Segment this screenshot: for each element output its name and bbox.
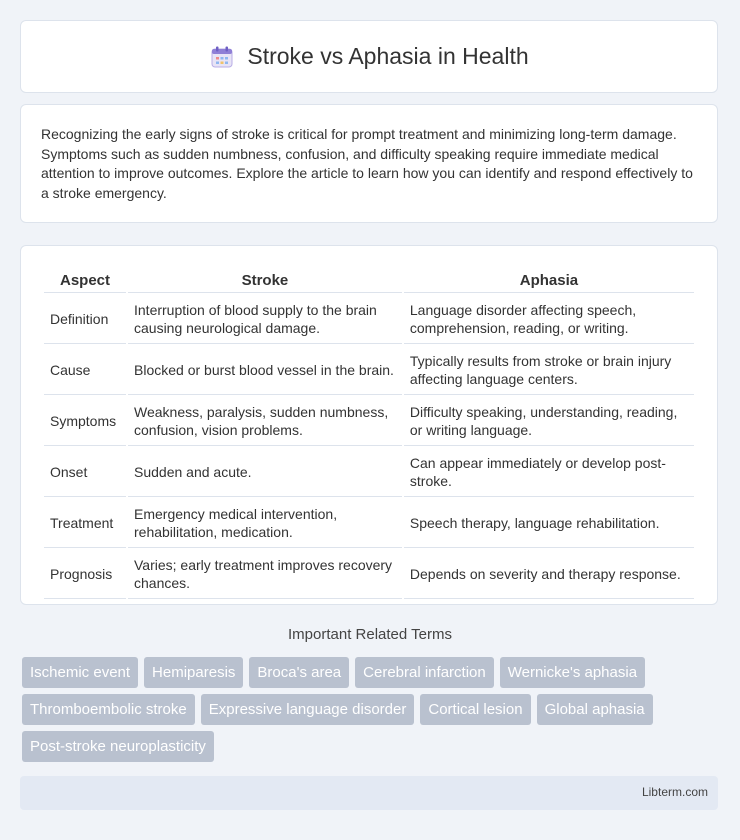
header-aphasia: Aphasia <box>404 268 694 293</box>
row-aspect: Onset <box>44 448 126 497</box>
row-aspect: Cause <box>44 346 126 395</box>
intro-section <box>20 104 718 223</box>
footer-site-link[interactable]: Libterm.com <box>641 785 708 799</box>
related-term-tag[interactable]: Ischemic event <box>22 657 138 688</box>
row-aphasia: Speech therapy, language rehabilitation. <box>404 499 694 548</box>
related-term-tag[interactable]: Hemiparesis <box>144 657 243 688</box>
row-stroke: Varies; early treatment improves recovery chances. <box>128 550 402 599</box>
row-aspect: Treatment <box>44 499 126 548</box>
table-row <box>44 448 694 497</box>
related-term-tag[interactable]: Broca's area <box>249 657 349 688</box>
row-stroke: Weakness, paralysis, sudden numbness, confusion, vision problems. <box>128 397 402 446</box>
row-aphasia: Difficulty speaking, understanding, reading, or writing language. <box>404 397 694 446</box>
table-row <box>44 295 694 344</box>
row-aphasia: Depends on severity and therapy response. <box>404 550 694 599</box>
calendar-icon <box>209 44 235 70</box>
related-term-tag[interactable]: Expressive language disorder <box>201 694 415 725</box>
row-aphasia: Can appear immediately or develop post-stroke. <box>404 448 694 497</box>
header-aspect: Aspect <box>44 268 126 293</box>
page-title: Stroke vs Aphasia in Health <box>247 43 529 69</box>
page-header <box>20 20 718 93</box>
row-aphasia: Typically results from stroke or brain injury affecting language centers. <box>404 346 694 395</box>
row-aspect: Definition <box>44 295 126 344</box>
table-row <box>44 397 694 446</box>
related-term-tag[interactable]: Thromboembolic stroke <box>22 694 195 725</box>
row-stroke: Sudden and acute. <box>128 448 402 497</box>
row-stroke: Interruption of blood supply to the brain causing neurological damage. <box>128 295 402 344</box>
table-header-row <box>44 268 694 293</box>
row-aspect: Symptoms <box>44 397 126 446</box>
row-stroke: Emergency medical intervention, rehabilitation, medication. <box>128 499 402 548</box>
related-terms-list <box>22 657 722 762</box>
row-aspect: Prognosis <box>44 550 126 599</box>
related-term-tag[interactable]: Cortical lesion <box>420 694 530 725</box>
table-row <box>44 499 694 548</box>
related-term-tag[interactable]: Cerebral infarction <box>355 657 494 688</box>
intro-text: Recognizing the early signs of stroke is critical for prompt treatment and minimizing long-term damage. Symptoms such as sudden numbness, confusion, and difficulty speaking require immediate medical attention to improve outcomes. Explore the article to learn how you can identify and respond effectively to a stroke emergency. <box>41 126 693 201</box>
row-stroke: Blocked or burst blood vessel in the brain. <box>128 346 402 395</box>
table-row <box>44 346 694 395</box>
header-stroke: Stroke <box>128 268 402 293</box>
related-term-tag[interactable]: Wernicke's aphasia <box>500 657 645 688</box>
table-row <box>44 550 694 599</box>
page-footer <box>20 776 718 810</box>
comparison-table-card <box>20 245 718 605</box>
related-term-tag[interactable]: Global aphasia <box>537 694 653 725</box>
related-term-tag[interactable]: Post-stroke neuroplasticity <box>22 731 214 762</box>
related-terms-title: Important Related Terms <box>288 626 452 643</box>
comparison-table <box>42 266 696 601</box>
row-aphasia: Language disorder affecting speech, comprehension, reading, or writing. <box>404 295 694 344</box>
